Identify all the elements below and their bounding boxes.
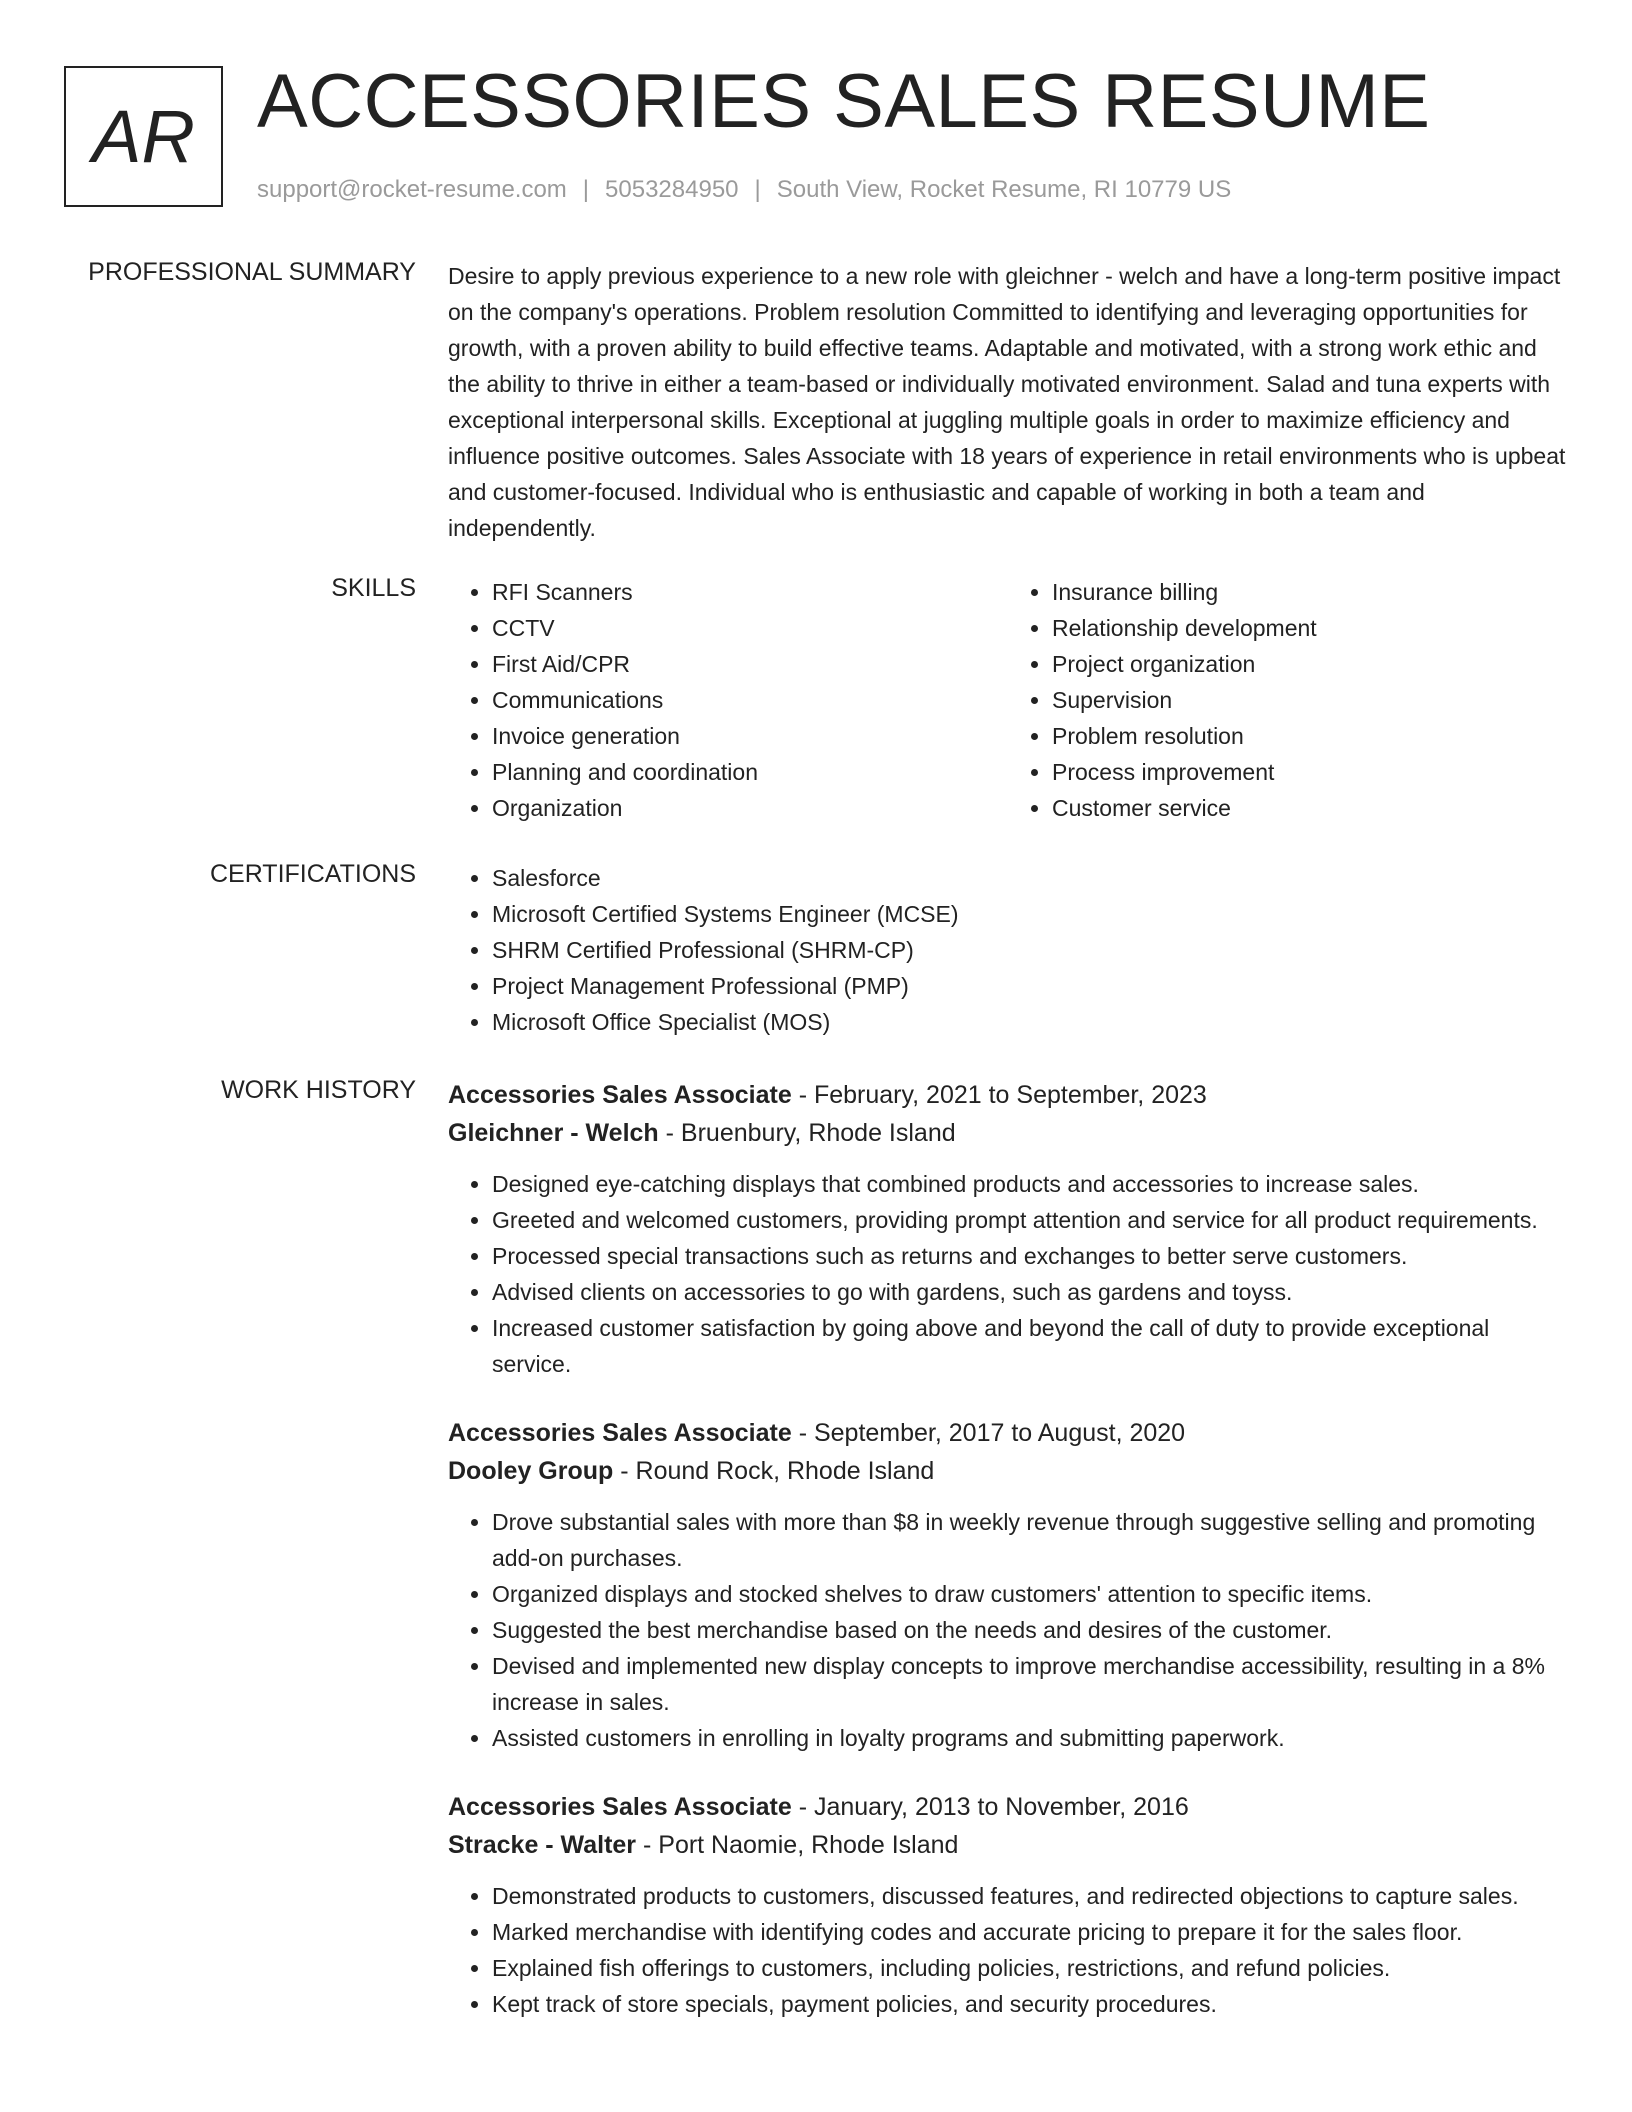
job-bullet: • Assisted customers in enrolling in loyalty programs and submitting paperwork.: [492, 1720, 1568, 1756]
monogram-logo: AR: [64, 66, 223, 207]
job-bullet: • Marked merchandise with identifying codes and accurate pricing to prepare it for the sales floor.: [492, 1914, 1568, 1950]
contact-line: [257, 176, 1231, 204]
skill-item: • Process improvement: [1052, 754, 1568, 790]
skill-item: • First Aid/CPR: [492, 646, 1008, 682]
job-role-line: [448, 1076, 1568, 1114]
job-company-line: [448, 1826, 1568, 1864]
skill-item: • Project organization: [1052, 646, 1568, 682]
contact-address: South View, Rocket Resume, RI 10779 US: [776, 176, 1232, 203]
job-company-line: [448, 1114, 1568, 1152]
job-entry: [448, 1414, 1568, 1756]
job-location: - Port Naomie, Rhode Island: [636, 1831, 959, 1859]
contact-email[interactable]: support@rocket-resume.com: [257, 176, 567, 203]
certification-item: • Microsoft Office Specialist (MOS): [492, 1004, 1568, 1040]
job-bullet: • Organized displays and stocked shelves to draw customers' attention to specific items.: [492, 1576, 1568, 1612]
skills-body: [448, 574, 1568, 826]
job-bullet: • Suggested the best merchandise based on the needs and desires of the customer.: [492, 1612, 1568, 1648]
skill-item: • Problem resolution: [1052, 718, 1568, 754]
job-role-line: [448, 1414, 1568, 1452]
job-bullet: • Designed eye-catching displays that combined products and accessories to increase sales.: [492, 1166, 1568, 1202]
skills-list-right: [1008, 574, 1568, 826]
job-bullet: • Increased customer satisfaction by going above and beyond the call of duty to provide exceptional service.: [492, 1310, 1568, 1382]
certifications-body: [448, 860, 1568, 1040]
job-dates: - February, 2021 to September, 2023: [791, 1081, 1207, 1109]
job-company: Stracke - Walter: [448, 1831, 637, 1859]
summary-text: Desire to apply previous experience to a new role with gleichner - welch and have a long-term positive impact on the company's operations. Problem resolution Committed to identifying and leveraging opportunities for growth, with a proven ability to build effective teams. Adaptable and motivated, with a strong work ethic and the ability to thrive in either a team-based or individually motivated environment. Salad and tuna experts with exceptional interpersonal skills. Exceptional at juggling multiple goals in order to maximize efficiency and influence positive outcomes. Sales Associate with 18 years of experience in retail environments who is upbeat and customer-focused. Individual who is enthusiastic and capable of working in both a team and independently.: [448, 263, 1566, 541]
job-entry: [448, 1788, 1568, 2022]
contact-separator: |: [582, 176, 590, 203]
job-role: Accessories Sales Associate: [448, 1793, 792, 1821]
job-bullet: • Greeted and welcomed customers, providing prompt attention and service for all product requirements.: [492, 1202, 1568, 1238]
section-title-certifications: CERTIFICATIONS: [209, 860, 416, 888]
job-entry: [448, 1076, 1568, 1382]
job-role: Accessories Sales Associate: [448, 1081, 792, 1109]
work-body: [448, 1076, 1568, 2022]
section-title-summary: PROFESSIONAL SUMMARY: [88, 258, 416, 286]
job-company-line: [448, 1452, 1568, 1490]
skill-item: • Insurance billing: [1052, 574, 1568, 610]
job-company: Dooley Group: [448, 1457, 614, 1485]
job-dates: - January, 2013 to November, 2016: [791, 1793, 1189, 1821]
job-location: - Bruenbury, Rhode Island: [658, 1119, 956, 1147]
certification-item: • SHRM Certified Professional (SHRM-CP): [492, 932, 1568, 968]
skill-item: • Relationship development: [1052, 610, 1568, 646]
job-bullet: • Kept track of store specials, payment policies, and security procedures.: [492, 1986, 1568, 2022]
job-bullets: [448, 1166, 1568, 1382]
skill-item: • Supervision: [1052, 682, 1568, 718]
section-title-skills: SKILLS: [331, 574, 416, 602]
job-bullets: [448, 1878, 1568, 2022]
certification-item: • Project Management Professional (PMP): [492, 968, 1568, 1004]
contact-phone[interactable]: 5053284950: [605, 176, 739, 203]
job-bullet: • Demonstrated products to customers, discussed features, and redirected objections to capture sales.: [492, 1878, 1568, 1914]
job-company: Gleichner - Welch: [448, 1119, 659, 1147]
job-bullets: [448, 1504, 1568, 1756]
summary-body: [448, 258, 1568, 546]
skill-item: • Planning and coordination: [492, 754, 1008, 790]
section-title-work: WORK HISTORY: [221, 1076, 416, 1104]
resume-title: ACCESSORIES SALES RESUME: [257, 59, 1431, 144]
certification-item: • Salesforce: [492, 860, 1568, 896]
skill-item: • Invoice generation: [492, 718, 1008, 754]
job-bullet: • Explained fish offerings to customers, including policies, restrictions, and refund policies.: [492, 1950, 1568, 1986]
skill-item: • RFI Scanners: [492, 574, 1008, 610]
skill-item: • Communications: [492, 682, 1008, 718]
contact-separator: |: [754, 176, 761, 203]
job-location: - Round Rock, Rhode Island: [613, 1457, 935, 1485]
job-dates: - September, 2017 to August, 2020: [791, 1419, 1186, 1447]
job-bullet: • Advised clients on accessories to go with gardens, such as gardens and toyss.: [492, 1274, 1568, 1310]
skill-item: • Organization: [492, 790, 1008, 826]
certifications-list: [448, 860, 1568, 1040]
job-bullet: • Processed special transactions such as returns and exchanges to better serve customers.: [492, 1238, 1568, 1274]
job-role: Accessories Sales Associate: [448, 1419, 792, 1447]
job-bullet: • Drove substantial sales with more than $8 in weekly revenue through suggestive selling and promoting add-on purchases.: [492, 1504, 1568, 1576]
skill-item: • CCTV: [492, 610, 1008, 646]
skill-item: • Customer service: [1052, 790, 1568, 826]
job-role-line: [448, 1788, 1568, 1826]
skills-list-left: [448, 574, 1008, 826]
job-bullet: • Devised and implemented new display concepts to improve merchandise accessibility, resulting in a 8% increase in sales.: [492, 1648, 1568, 1720]
certification-item: • Microsoft Certified Systems Engineer (MCSE): [492, 896, 1568, 932]
